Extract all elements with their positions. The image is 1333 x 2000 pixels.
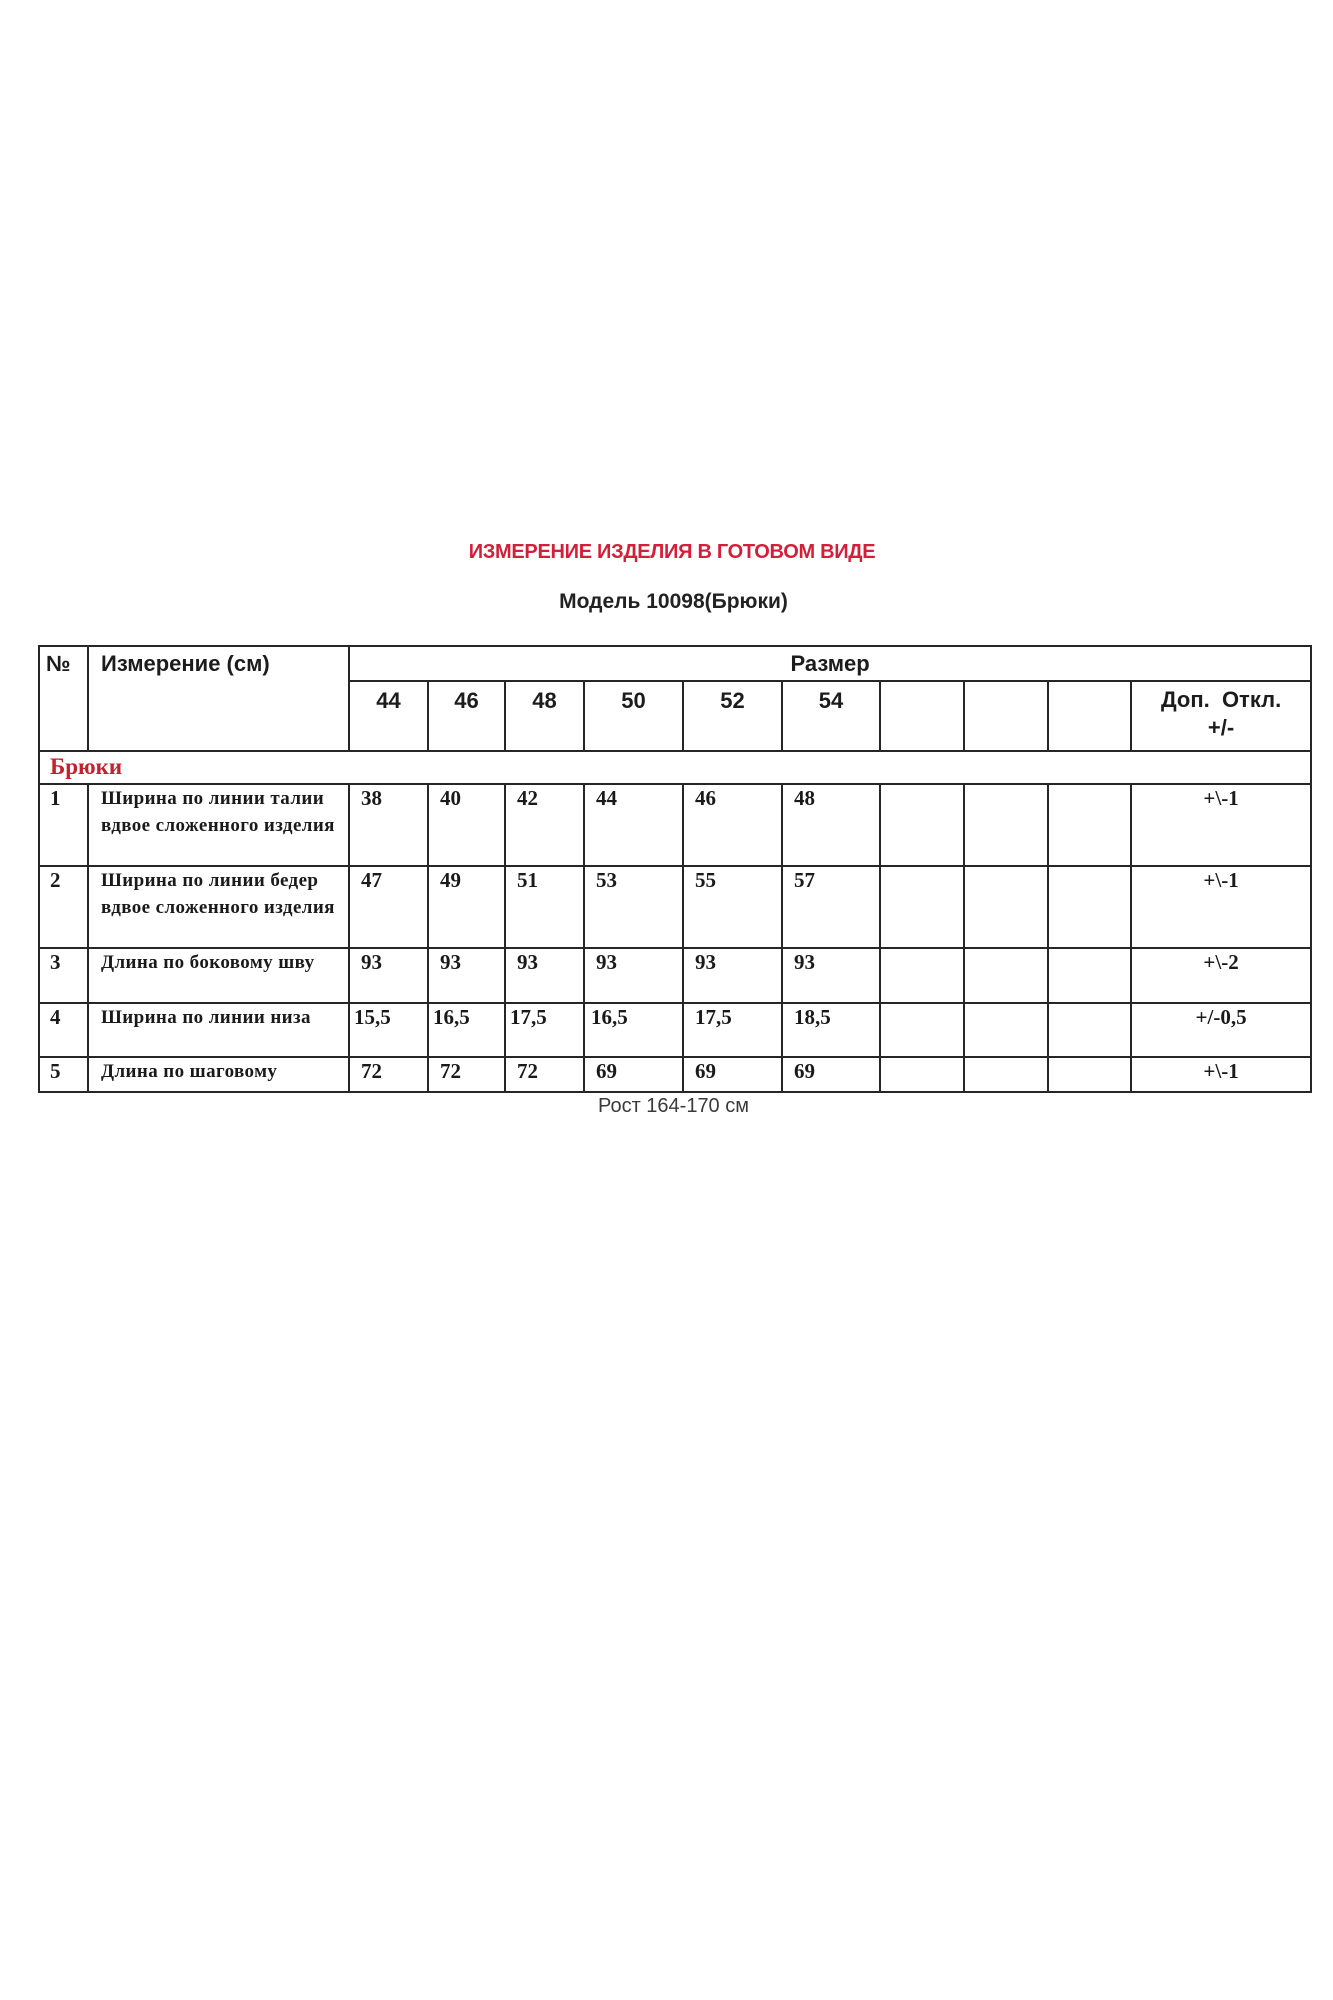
row-label: Ширина по линии низа (88, 1003, 349, 1057)
size-header-empty (1048, 681, 1131, 751)
size-header-empty (880, 681, 964, 751)
row-value-empty (964, 866, 1048, 948)
row-value: 72 (349, 1057, 428, 1092)
row-value-empty (880, 784, 964, 866)
row-value-empty (1048, 784, 1131, 866)
row-value-empty (964, 1003, 1048, 1057)
header-size-group: Размер (349, 646, 1311, 681)
size-header: 48 (505, 681, 584, 751)
row-value: 16,5 (428, 1003, 505, 1057)
size-header: 52 (683, 681, 782, 751)
row-value: 69 (683, 1057, 782, 1092)
row-value-empty (1048, 866, 1131, 948)
row-number: 1 (39, 784, 88, 866)
row-value-empty (1048, 1057, 1131, 1092)
table-row (39, 784, 1311, 866)
table-row (39, 866, 1311, 948)
row-value: 72 (428, 1057, 505, 1092)
row-number: 3 (39, 948, 88, 1003)
row-value: 53 (584, 866, 683, 948)
header-tolerance-line2: +/- (1207, 715, 1235, 740)
section-label: Брюки (39, 751, 1311, 784)
row-value: 18,5 (782, 1003, 880, 1057)
row-value-empty (1048, 948, 1131, 1003)
row-value: 93 (505, 948, 584, 1003)
row-value: 44 (584, 784, 683, 866)
size-header-empty (964, 681, 1048, 751)
size-header: 50 (584, 681, 683, 751)
row-value: 17,5 (683, 1003, 782, 1057)
row-value-empty (880, 866, 964, 948)
table-row (39, 948, 1311, 1003)
row-value: 93 (782, 948, 880, 1003)
row-label: Длина по шаговому (88, 1057, 349, 1092)
header-measurement: Измерение (см) (88, 646, 349, 751)
row-value: 69 (584, 1057, 683, 1092)
row-value: 49 (428, 866, 505, 948)
header-row (39, 646, 1311, 681)
page-title: ИЗМЕРЕНИЕ ИЗДЕЛИЯ В ГОТОВОМ ВИДЕ (468, 541, 876, 563)
size-chart-table (38, 645, 1312, 1093)
row-value: 55 (683, 866, 782, 948)
row-tolerance: +\-1 (1131, 866, 1311, 948)
row-number: 2 (39, 866, 88, 948)
row-value: 93 (349, 948, 428, 1003)
row-value: 93 (584, 948, 683, 1003)
size-header: 54 (782, 681, 880, 751)
row-value: 57 (782, 866, 880, 948)
row-value: 16,5 (584, 1003, 683, 1057)
row-value-empty (880, 1003, 964, 1057)
row-value: 93 (428, 948, 505, 1003)
row-tolerance: +/-0,5 (1131, 1003, 1311, 1057)
header-tolerance-line1: Доп. Откл. (1160, 687, 1282, 712)
row-number: 4 (39, 1003, 88, 1057)
row-value: 72 (505, 1057, 584, 1092)
table-row (39, 1057, 1311, 1092)
row-value: 47 (349, 866, 428, 948)
row-label: Ширина по линии бедер вдвое сложенного изделия (88, 866, 349, 948)
row-value: 38 (349, 784, 428, 866)
row-number: 5 (39, 1057, 88, 1092)
row-tolerance: +\-1 (1131, 1057, 1311, 1092)
row-value-empty (964, 784, 1048, 866)
row-tolerance: +\-1 (1131, 784, 1311, 866)
row-value-empty (1048, 1003, 1131, 1057)
header-tolerance (1131, 681, 1311, 751)
model-subtitle: Модель 10098(Брюки) (559, 590, 788, 613)
row-value: 46 (683, 784, 782, 866)
section-row (39, 751, 1311, 784)
row-value: 40 (428, 784, 505, 866)
row-value: 17,5 (505, 1003, 584, 1057)
size-header: 44 (349, 681, 428, 751)
row-value-empty (880, 1057, 964, 1092)
size-header: 46 (428, 681, 505, 751)
row-value: 48 (782, 784, 880, 866)
row-value: 51 (505, 866, 584, 948)
row-value: 42 (505, 784, 584, 866)
row-value-empty (964, 1057, 1048, 1092)
row-value-empty (880, 948, 964, 1003)
row-value-empty (964, 948, 1048, 1003)
row-tolerance: +\-2 (1131, 948, 1311, 1003)
row-value: 15,5 (349, 1003, 428, 1057)
header-number: № (39, 646, 88, 751)
row-value: 93 (683, 948, 782, 1003)
table-row (39, 1003, 1311, 1057)
height-note: Рост 164-170 см (597, 1095, 749, 1117)
row-label: Ширина по линии талии вдвое сложенного изделия (88, 784, 349, 866)
row-value: 69 (782, 1057, 880, 1092)
row-label: Длина по боковому шву (88, 948, 349, 1003)
